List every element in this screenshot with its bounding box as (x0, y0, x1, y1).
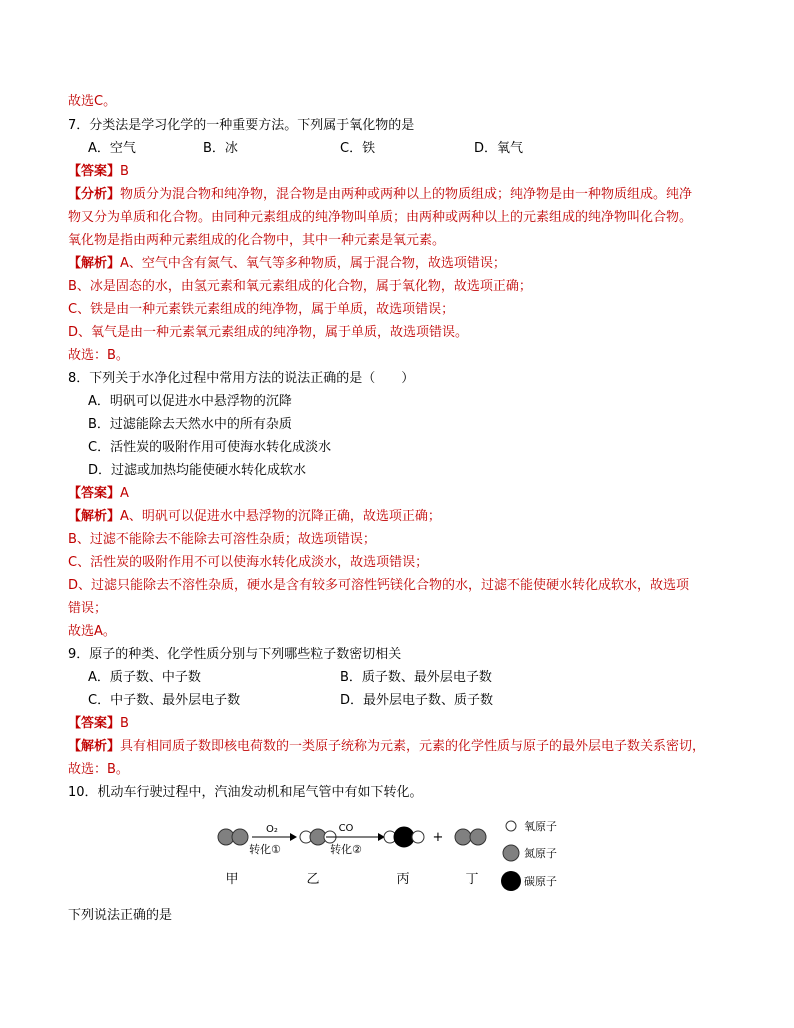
explain-tag: 【解析】 (68, 256, 121, 271)
legend (501, 819, 557, 891)
q10-follow-up: 下列说法正确的是 (68, 908, 173, 923)
q9-stem: 9．原子的种类、化学性质分别与下列哪些粒子数密切相关 (68, 647, 402, 662)
analysis-tag: 【分析】 (68, 187, 121, 202)
legend-carbon-label: 碳原子 (524, 875, 557, 888)
answer-value: A (120, 486, 129, 501)
explain-text: A、明矾可以促进水中悬浮物的沉降正确，故选项正确； (120, 509, 441, 524)
q8-answer (68, 484, 129, 504)
q7-answer (68, 162, 129, 182)
label-jia: 甲 (225, 872, 239, 887)
explain-text: A、空气中含有氮气、氧气等多种物质，属于混合物，故选项错误； (120, 256, 506, 271)
q7-explain-line-1 (68, 254, 506, 274)
molecule-ding (455, 829, 486, 845)
q7-option-c: C．铁 (340, 141, 376, 156)
legend-carbon-icon (501, 871, 521, 891)
q7-option-d: D．氧气 (474, 141, 524, 156)
q8-explain-line-4: D、过滤只能除去不溶性杂质，硬水是含有较多可溶性钙镁化合物的水，过滤不能使硬水转化成软水，故选项 (68, 578, 690, 593)
q8-explain-line-3: C、活性炭的吸附作用不可以使海水转化成淡水，故选项错误； (68, 555, 429, 570)
analysis-text: 物质分为混合物和纯净物，混合物是由两种或两种以上的物质组成；纯净物是由一种物质组成。纯净 (120, 187, 693, 202)
arrow2-reagent: CO (338, 823, 354, 834)
q7-stem: 7．分类法是学习化学的一种重要方法。下列属于氧化物的是 (68, 118, 415, 133)
answer-value: B (120, 716, 129, 731)
answer-tag: 【答案】 (68, 716, 121, 731)
explain-tag: 【解析】 (68, 739, 121, 754)
q9-explain-line-1 (68, 737, 705, 757)
q8-explain-line-1 (68, 507, 441, 527)
explain-text: 具有相同质子数即核电荷数的一类原子统称为元素，元素的化学性质与原子的最外层电子数关系密切， (120, 739, 706, 754)
q7-conclusion: 故选：B。 (68, 348, 129, 363)
label-yi: 乙 (306, 872, 320, 887)
q8-option-c: C．活性炭的吸附作用可使海水转化成淡水 (88, 440, 332, 455)
plus-sign: + (432, 830, 444, 845)
reaction-diagram (210, 815, 590, 900)
q7-analysis-line-2: 物又分为单质和化合物。由同种元素组成的纯净物叫单质；由两种或两种以上的元素组成的纯净物叫化合物。 (68, 210, 693, 225)
q10-stem: 10．机动车行驶过程中，汽油发动机和尾气管中有如下转化。 (68, 785, 423, 800)
answer-value: B (120, 164, 129, 179)
arrow-conversion-1 (249, 824, 297, 856)
q7-analysis-line-3: 氧化物是指由两种元素组成的化合物中，其中一种元素是氧元素。 (68, 233, 446, 248)
arrow1-reagent: O₂ (266, 824, 278, 835)
legend-oxygen-icon (506, 821, 516, 831)
q8-option-b: B．过滤能除去天然水中的所有杂质 (88, 417, 292, 432)
q8-explain-line-2: B、过滤不能除去不能除去可溶性杂质；故选项错误； (68, 532, 376, 547)
answer-tag: 【答案】 (68, 486, 121, 501)
arrow2-label: 转化② (330, 843, 362, 856)
q8-option-a: A．明矾可以促进水中悬浮物的沉降 (88, 394, 292, 409)
q7-explain-line-3: C、铁是由一种元素铁元素组成的纯净物，属于单质，故选项错误； (68, 302, 455, 317)
q8-explain-line-5: 错误； (68, 601, 108, 616)
molecule-bing (384, 827, 424, 847)
answer-tag: 【答案】 (68, 164, 121, 179)
label-ding: 丁 (465, 872, 479, 887)
q7-option-b: B．冰 (203, 141, 238, 156)
q9-option-b: B．质子数、最外层电子数 (340, 670, 492, 685)
arrow1-label: 转化① (249, 843, 281, 856)
previous-answer-conclusion: 故选C。 (68, 94, 117, 109)
q9-answer (68, 714, 129, 734)
legend-nitrogen-label: 氮原子 (524, 847, 557, 860)
label-bing: 丙 (396, 872, 410, 887)
q7-analysis-line-1 (68, 185, 692, 205)
legend-oxygen-label: 氧原子 (524, 820, 557, 833)
explain-tag: 【解析】 (68, 509, 121, 524)
q7-explain-line-2: B、冰是固态的水，由氢元素和氧元素组成的化合物，属于氧化物，故选项正确； (68, 279, 532, 294)
q8-conclusion: 故选A。 (68, 624, 116, 639)
legend-nitrogen-icon (503, 845, 519, 861)
molecule-jia (218, 829, 248, 845)
q9-option-d: D．最外层电子数、质子数 (340, 693, 494, 708)
q9-option-c: C．中子数、最外层电子数 (88, 693, 241, 708)
q8-option-d: D．过滤或加热均能使硬水转化成软水 (88, 463, 307, 478)
q7-explain-line-4: D、氧气是由一种元素氧元素组成的纯净物，属于单质，故选项错误。 (68, 325, 469, 340)
q7-option-a: A．空气 (88, 141, 136, 156)
q9-option-a: A．质子数、中子数 (88, 670, 201, 685)
q8-stem: 8．下列关于水净化过程中常用方法的说法正确的是（ ） (68, 371, 415, 386)
q9-explain-line-2: 故选：B。 (68, 762, 129, 777)
